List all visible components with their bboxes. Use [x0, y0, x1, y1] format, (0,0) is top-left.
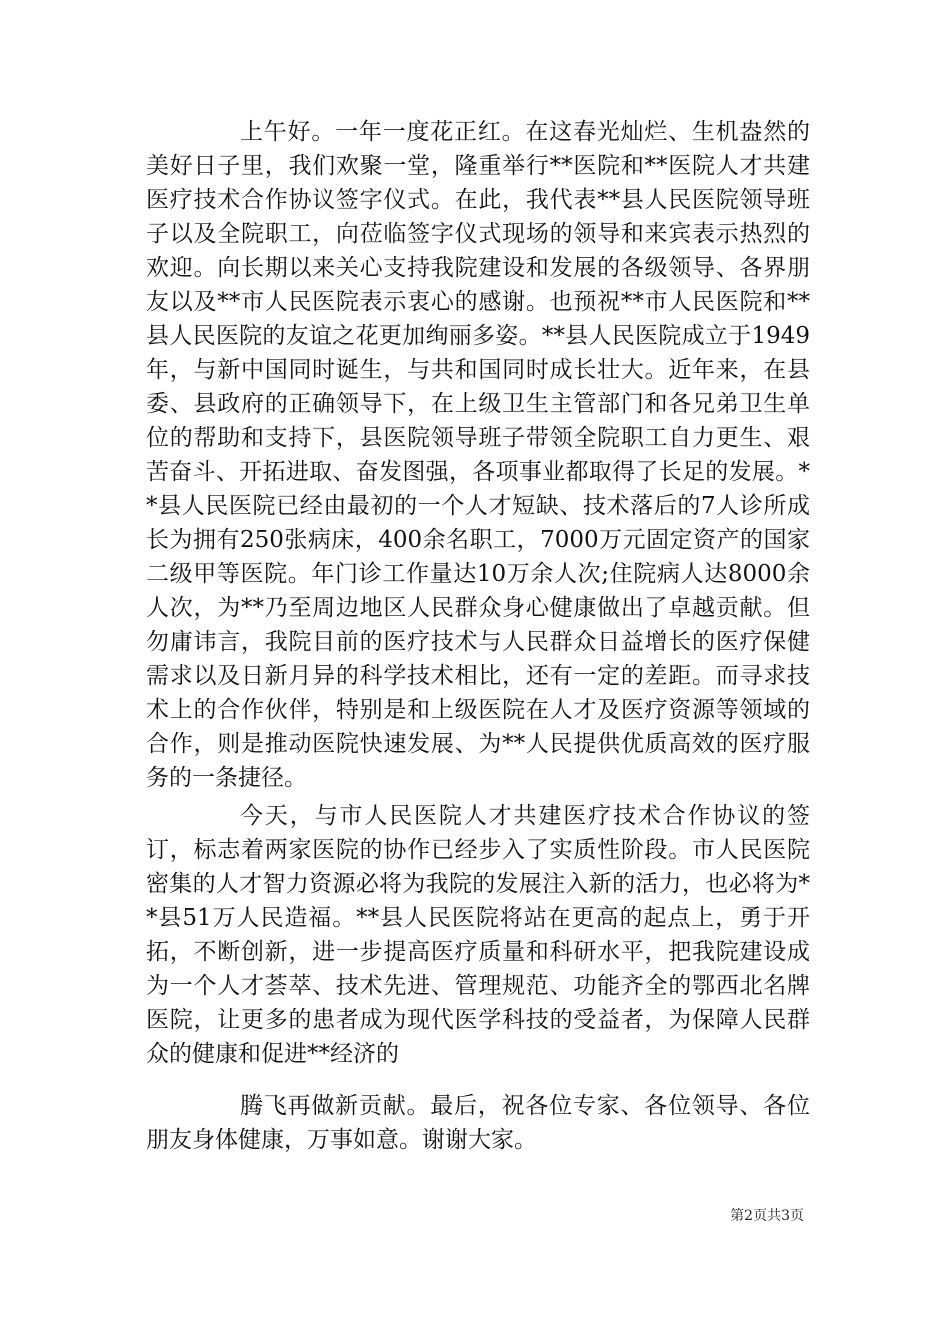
- paragraph-opening: 上午好。一年一度花正红。在这春光灿烂、生机盎然的美好日子里，我们欢聚一堂，隆重举行**医院和**医院人才共建医疗技术合作协议签字仪式。在此，我代表**县人民医院领导班子以及全院职工，向莅临签字仪式现场的领导和来宾表示热烈的欢迎。向长期以来关心支持我院建设和发展的各级领导、各界朋友以及**市人民医院表示衷心的感谢。也预祝**市人民医院和**县人民医院的友谊之花更加绚丽多姿。**县人民医院成立于1949年，与新中国同时诞生，与共和国同时成长壮大。近年来，在县委、县政府的正确领导下，在上级卫生主管部门和各兄弟卫生单位的帮助和支持下，县医院领导班子带领全院职工自力更生、艰苦奋斗、开拓进取、奋发图强，各项事业都取得了长足的发展。**县人民医院已经由最初的一个人才短缺、技术落后的7人诊所成长为拥有250张病床，400余名职工，7000万元固定资产的国家二级甲等医院。年门诊工作量达10万余人次;住院病人达8000余人次，为**乃至周边地区人民群众身心健康做出了卓越贡献。但勿庸讳言，我院目前的医疗技术与人民群众日益增长的医疗保健需求以及日新月异的科学技术相比，还有一定的差距。而寻求技术上的合作伙伴，特别是和上级医院在人才及医疗资源等领域的合作，则是推动医院快速发展、为**人民提供优质高效的医疗服务的一条捷径。: [146, 119, 810, 791]
- page-number-footer: 第2页共3页: [730, 1208, 804, 1224]
- paragraph-today: 今天，与市人民医院人才共建医疗技术合作协议的签订，标志着两家医院的协作已经步入了实质性阶段。市人民医院密集的人才智力资源必将为我院的发展注入新的活力，也必将为**县51万人民造福。**县人民医院将站在更高的起点上，勇于开拓，不断创新，进一步提高医疗质量和科研水平，把我院建设成为一个人才荟萃、技术先进、管理规范、功能齐全的鄂西北名牌医院，让更多的患者成为现代医学科技的受益者，为保障人民群众的健康和促进**经济的: [146, 803, 810, 1067]
- paragraph-closing: 腾飞再做新贡献。最后，祝各位专家、各位领导、各位朋友身体健康，万事如意。谢谢大家。: [146, 1093, 810, 1153]
- document-body: [146, 115, 810, 1157]
